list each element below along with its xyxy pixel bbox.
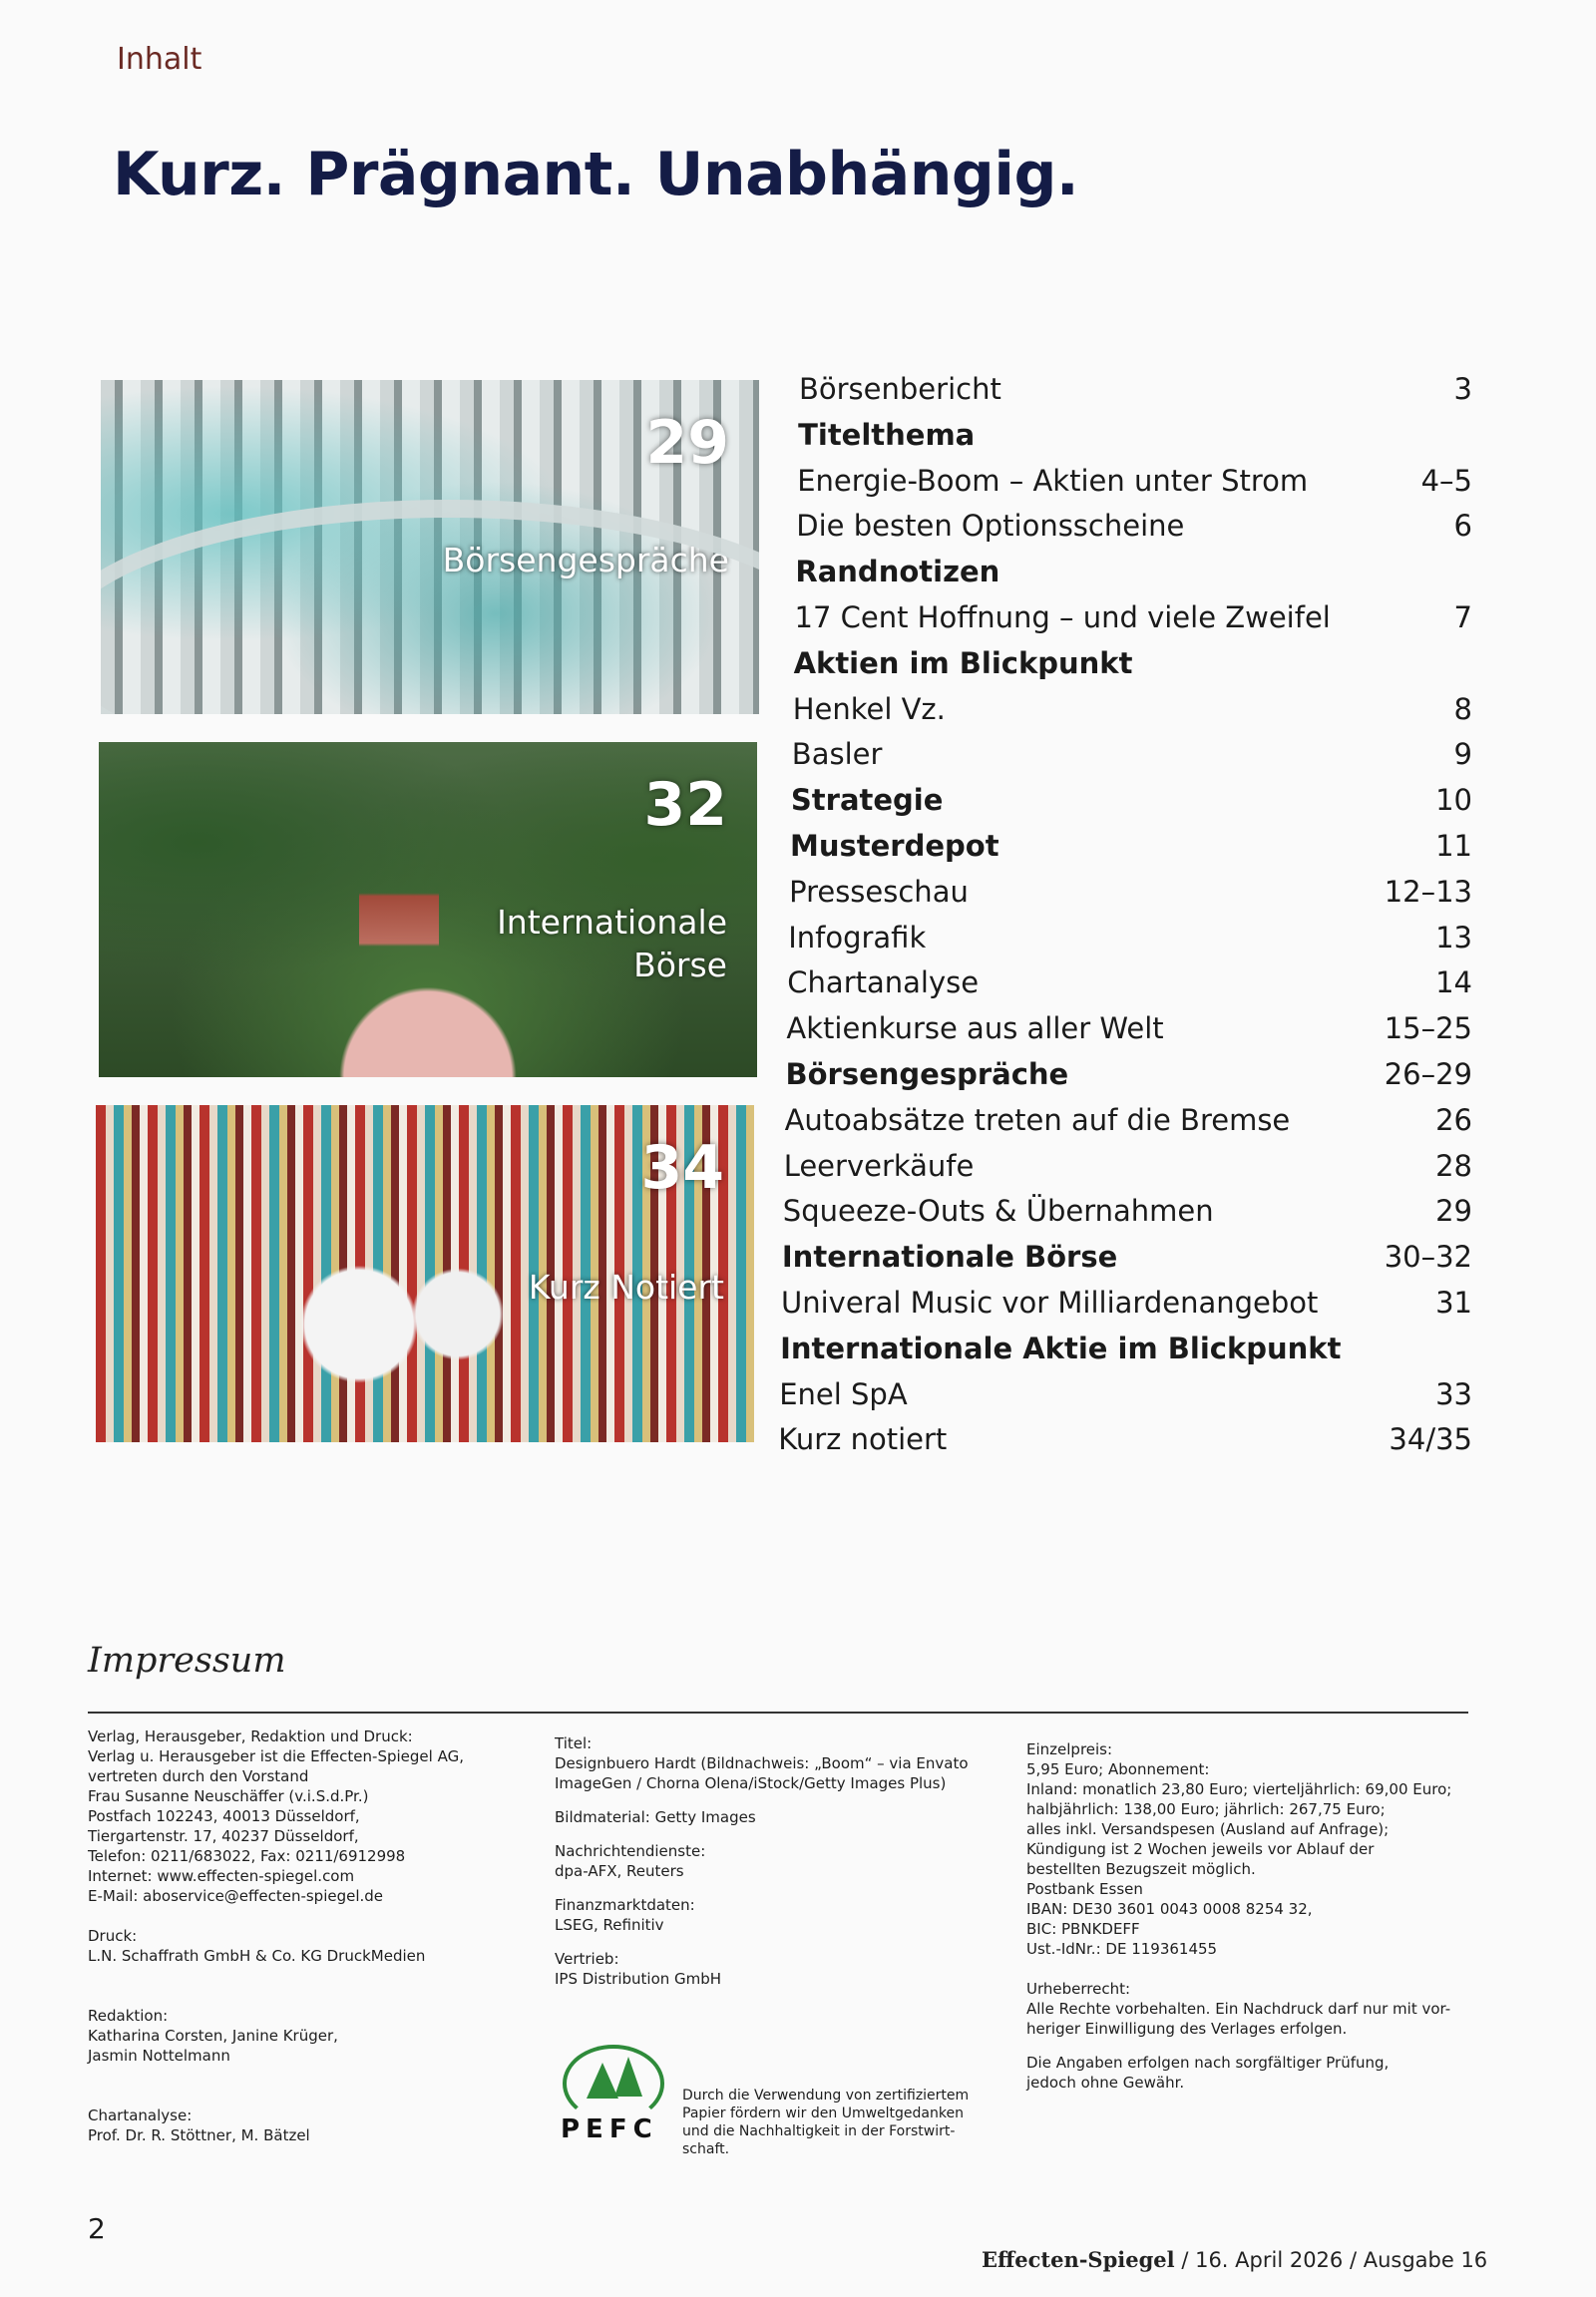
toc-entry-page: 12–13 (1384, 874, 1472, 909)
toc-entry-title: Börsengespräche (785, 1057, 1069, 1091)
tree-icon (614, 2057, 642, 2097)
pefc-text (682, 2087, 1021, 2158)
text-line: schaft. (682, 2141, 730, 2157)
toc-entry-title: Basler (791, 737, 883, 772)
toc-entry-page: 6 (1453, 509, 1472, 544)
nachrichten-block (555, 1841, 1013, 1881)
text-line: bestellten Bezugszeit möglich. (1026, 1860, 1256, 1878)
toc-entry-page: 26–29 (1384, 1057, 1472, 1091)
urheber-block (1026, 1979, 1475, 2039)
toc-entry-page: 14 (1435, 965, 1472, 1000)
text-line: Postfach 102243, 40013 Düsseldorf, (88, 1807, 360, 1825)
website-link[interactable]: Internet: www.effecten-spiegel.com (88, 1867, 355, 1885)
toc-entry-title: Enel SpA (779, 1376, 908, 1411)
toc-entry-page: 26 (1435, 1102, 1472, 1137)
toc-entry[interactable] (0, 509, 1596, 549)
toc-entry-title: Presseschau (789, 874, 969, 909)
feature-caption-line: Börsengespräche (442, 541, 729, 579)
toc-entry-title: Aktienkurse aus aller Welt (786, 1011, 1164, 1046)
feature-page-number: 34 (640, 1133, 724, 1203)
text-line: alles inkl. Versandspesen (Ausland auf Anfrage); (1026, 1820, 1390, 1838)
toc-entry[interactable] (0, 1149, 1596, 1189)
toc-entry-page: 3 (1453, 372, 1472, 406)
text-line: Tiergartenstr. 17, 40237 Düsseldorf, (88, 1827, 359, 1845)
toc-entry-page: 33 (1435, 1376, 1472, 1411)
toc-entry-title: Energie-Boom – Aktien unter Strom (797, 463, 1309, 498)
toc-entry-title: Internationale Aktie im Blickpunkt (780, 1331, 1342, 1365)
text-line: Prof. Dr. R. Stöttner, M. Bätzel (88, 2126, 310, 2144)
text-line: IPS Distribution GmbH (555, 1970, 722, 1988)
text-line: dpa-AFX, Reuters (555, 1862, 684, 1880)
text-line: Postbank Essen (1026, 1880, 1143, 1898)
verlag-block (88, 1726, 527, 1906)
toc-entry-page: 9 (1453, 737, 1472, 772)
toc-entry-title: Henkel Vz. (792, 691, 946, 726)
text-line: Vertrieb: (555, 1950, 619, 1968)
impressum-title: Impressum (88, 1641, 286, 1681)
toc-entry-title: Infografik (788, 920, 927, 955)
toc-entry[interactable] (0, 372, 1596, 412)
feature-page-number: 32 (643, 770, 727, 840)
text-line: Verlag, Herausgeber, Redaktion und Druck: (88, 1727, 413, 1745)
toc-entry-title: Autoabsätze treten auf die Bremse (784, 1102, 1291, 1137)
toc-entry-title: Leerverkäufe (783, 1148, 975, 1183)
text-line: Ust.-IdNr.: DE 119361455 (1026, 1940, 1218, 1958)
feature-page-number: 29 (645, 408, 729, 478)
text-line: Einzelpreis: (1026, 1740, 1113, 1758)
toc-entry[interactable] (0, 1194, 1596, 1234)
text-line: Jasmin Nottelmann (88, 2047, 230, 2065)
bildmaterial-line: Bildmaterial: Getty Images (555, 1808, 756, 1826)
toc-entry-page: 4–5 (1420, 463, 1472, 498)
toc-entry-title: Kurz notiert (778, 1422, 948, 1457)
toc-entry-page: 15–25 (1384, 1011, 1472, 1046)
text-line: Telefon: 0211/683022, Fax: 0211/6912998 (88, 1847, 406, 1865)
toc-entry-title: 17 Cent Hoffnung – und viele Zweifel (794, 600, 1331, 634)
text-line: Alle Rechte vorbehalten. Ein Nachdruck darf nur mit vor- (1026, 2000, 1451, 2018)
text-line: und die Nachhaltigkeit in der Forstwirt- (682, 2123, 956, 2139)
toc-entry-title: Titelthema (798, 417, 976, 452)
publication-name: Effecten-Spiegel (982, 2247, 1175, 2272)
impressum-column-pricing (1026, 1739, 1475, 2093)
impressum-divider (88, 1712, 1468, 1714)
toc-entry-page: 7 (1453, 600, 1472, 634)
titel-block (555, 1733, 1013, 1793)
toc-entry[interactable] (0, 1240, 1596, 1280)
toc-entry[interactable] (0, 1377, 1596, 1417)
toc-entry[interactable] (0, 829, 1596, 869)
page-title: Kurz. Prägnant. Unabhängig. (113, 140, 1079, 209)
toc-entry[interactable] (0, 921, 1596, 960)
toc-entry[interactable] (0, 600, 1596, 640)
text-line: Chartanalyse: (88, 2106, 193, 2124)
toc-entry-page: 28 (1435, 1148, 1472, 1183)
text-line: Druck: (88, 1927, 138, 1945)
impressum-column-publisher (88, 1726, 527, 2145)
finanzmarkt-block (555, 1895, 1013, 1935)
toc-entry-page: 34/35 (1389, 1422, 1472, 1457)
feature-caption-line: Börse (633, 945, 727, 984)
toc-entry-page: 31 (1435, 1286, 1472, 1320)
toc-entry[interactable] (0, 555, 1596, 594)
toc-entry[interactable] (0, 1011, 1596, 1051)
publication-footer (982, 2247, 1487, 2272)
feature-caption-line: Internationale (497, 903, 727, 942)
toc-entry-title: Randnotizen (795, 555, 1000, 589)
toc-entry-title: Strategie (790, 783, 944, 818)
text-line: jedoch ohne Gewähr. (1026, 2074, 1185, 2092)
toc-entry[interactable] (0, 875, 1596, 915)
text-line: ImageGen / Chorna Olena/iStock/Getty Images Plus) (555, 1774, 947, 1792)
text-line: BIC: PBNKDEFF (1026, 1920, 1140, 1938)
text-line: Finanzmarktdaten: (555, 1896, 695, 1914)
text-line: Urheberrecht: (1026, 1980, 1131, 1998)
text-line: IBAN: DE30 3601 0043 0008 8254 32, (1026, 1900, 1313, 1918)
text-line: LSEG, Refinitiv (555, 1916, 664, 1934)
toc-entry[interactable] (0, 1103, 1596, 1143)
druck-block (88, 1926, 527, 1966)
toc-entry-title: Chartanalyse (787, 965, 980, 1000)
toc-entry[interactable] (0, 1332, 1596, 1371)
toc-entry[interactable] (0, 646, 1596, 686)
text-line: heriger Einwilligung des Verlages erfolgen. (1026, 2020, 1348, 2038)
toc-entry-title: Univeral Music vor Milliardenangebot (781, 1286, 1319, 1320)
toc-entry-page: 8 (1453, 691, 1472, 726)
redaktion-block (88, 2006, 527, 2066)
angaben-block (1026, 2053, 1475, 2093)
text-line: Papier fördern wir den Umweltgedanken (682, 2106, 964, 2121)
toc-entry-page: 11 (1435, 829, 1472, 863)
toc-entry-title: Squeeze-Outs & Übernahmen (782, 1194, 1214, 1229)
text-line: Designbuero Hardt (Bildnachweis: „Boom“ – via Envato (555, 1754, 969, 1772)
toc-entry-page: 10 (1435, 783, 1472, 818)
chartanalyse-block (88, 2106, 527, 2145)
toc-entry[interactable] (0, 464, 1596, 504)
toc-entry-title: Musterdepot (790, 829, 999, 863)
section-label: Inhalt (117, 42, 202, 77)
pefc-logo (557, 2045, 662, 2150)
toc-entry[interactable] (0, 783, 1596, 823)
toc-entry[interactable] (0, 965, 1596, 1005)
feature-caption-line: Kurz Notiert (528, 1268, 724, 1307)
text-line: Durch die Verwendung von zertifiziertem (682, 2088, 970, 2104)
text-line: Katharina Corsten, Janine Krüger, (88, 2027, 338, 2045)
toc-entry-title: Internationale Börse (781, 1240, 1118, 1275)
toc-entry-title: Aktien im Blickpunkt (793, 645, 1133, 680)
toc-entry[interactable] (0, 1286, 1596, 1326)
vertrieb-block (555, 1949, 1013, 1989)
page-number: 2 (88, 2212, 106, 2245)
text-line: Redaktion: (88, 2007, 169, 2025)
issue-info: / 16. April 2026 / Ausgabe 16 (1174, 2248, 1488, 2272)
text-line: Kündigung ist 2 Wochen jeweils vor Ablauf der (1026, 1840, 1375, 1858)
toc-entry-page: 13 (1435, 920, 1472, 955)
email-link[interactable]: E-Mail: aboservice@effecten-spiegel.de (88, 1887, 384, 1905)
text-line: halbjährlich: 138,00 Euro; jährlich: 267,75 Euro; (1026, 1800, 1386, 1818)
toc-entry[interactable] (0, 418, 1596, 458)
pefc-wordmark: PEFC (561, 2114, 658, 2144)
toc-entry-title: Die besten Optionsscheine (796, 509, 1185, 544)
toc-entry[interactable] (0, 692, 1596, 732)
toc-entry-page: 29 (1435, 1194, 1472, 1229)
preis-block (1026, 1739, 1475, 1959)
toc-entry[interactable] (0, 1422, 1596, 1462)
text-line: Inland: monatlich 23,80 Euro; vierteljährlich: 69,00 Euro; (1026, 1780, 1452, 1798)
toc-entry[interactable] (0, 1057, 1596, 1097)
toc-entry-page: 30–32 (1384, 1240, 1472, 1275)
text-line: 5,95 Euro; Abonnement: (1026, 1760, 1210, 1778)
toc-entry[interactable] (0, 737, 1596, 777)
text-line: L.N. Schaffrath GmbH & Co. KG DruckMedien (88, 1947, 426, 1965)
text-line: Die Angaben erfolgen nach sorgfältiger Prüfung, (1026, 2054, 1390, 2072)
text-line: Verlag u. Herausgeber ist die Effecten-Spiegel AG, (88, 1747, 464, 1765)
impressum-column-credits (555, 1733, 1013, 1989)
toc-entry-title: Börsenbericht (799, 372, 1001, 406)
text-line: Frau Susanne Neuschäffer (v.i.S.d.Pr.) (88, 1787, 369, 1805)
text-line: vertreten durch den Vorstand (88, 1767, 309, 1785)
text-line: Nachrichtendienste: (555, 1842, 706, 1860)
text-line: Titel: (555, 1734, 593, 1752)
